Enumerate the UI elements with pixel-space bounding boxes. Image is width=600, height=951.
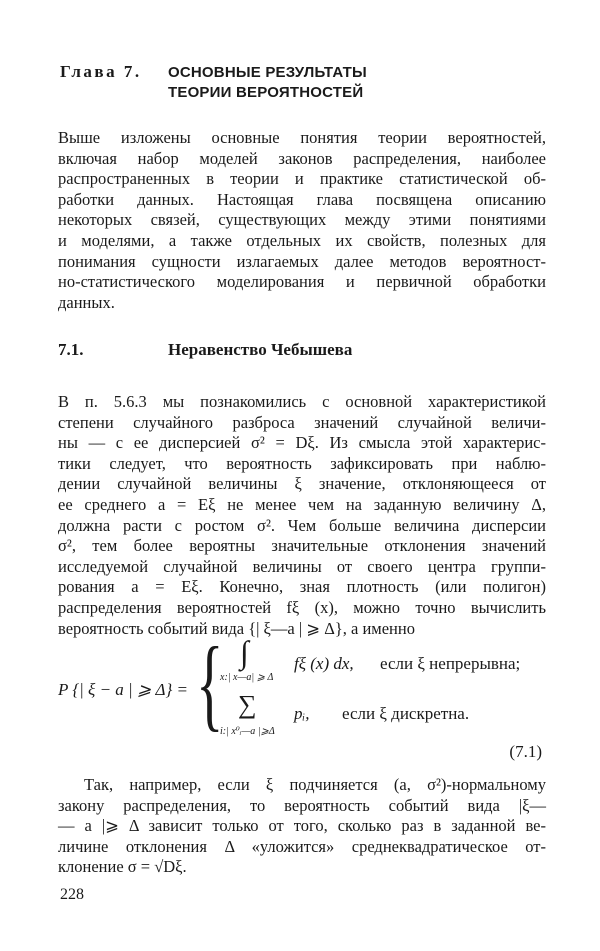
- text-line: работки данных. Настоящая глава посвящена описанию: [58, 189, 546, 209]
- text-line: и моделями, а также отдельных их свойств, полезных для: [58, 230, 546, 250]
- section-paragraph: [58, 392, 546, 639]
- formula-lhs: P {| ξ − a | ⩾ Δ} =: [58, 680, 188, 699]
- text-line: ее среднего a = Eξ не менее чем на заданную величину Δ,: [58, 494, 546, 514]
- formula-case-discrete: [220, 692, 550, 742]
- chapter-title-line1: ОСНОВНЫЕ РЕЗУЛЬТАТЫ: [168, 64, 367, 81]
- text-line: распространенных в теории и практике статистической об-: [58, 169, 546, 189]
- text-line: тики следует, что вероятность зафиксировать при наблю-: [58, 453, 546, 473]
- text-line: включая набор моделей законов распределения, наиболее: [58, 148, 546, 168]
- text-line: — a |⩾ Δ зависит только от того, сколько раз в заданной ве-: [58, 816, 546, 836]
- text-line: данных.: [58, 292, 115, 312]
- text-line: распределения вероятностей fξ (x), можно точно вычислить: [58, 597, 546, 617]
- intro-paragraph: [58, 128, 546, 313]
- summand: pᵢ,: [294, 704, 310, 723]
- text-line: σ², тем более вероятны значительные отклонения значений: [58, 536, 546, 556]
- integrand: fξ (x) dx,: [294, 654, 354, 673]
- condition-continuous: если ξ непрерывна;: [380, 654, 521, 673]
- text-line: но-статистического моделирования и первичной обработки: [58, 272, 546, 292]
- text-line: степени случайного разброса значений случайной величи-: [58, 412, 546, 432]
- text-line: закону распределения, то вероятность событий вида |ξ—: [58, 795, 546, 815]
- chapter-label: Глава 7.: [60, 62, 142, 81]
- text-line: должна расти с ростом σ². Чем больше величина дисперсии: [58, 515, 546, 535]
- sum-limits: i:| x⁰ᵢ—a |⩾Δ: [220, 726, 275, 737]
- text-line: исследуемой случайной величины от своего центра группи-: [58, 556, 546, 576]
- text-line: Выше изложены основные понятия теории вероятностей,: [58, 128, 546, 147]
- text-line: некоторых связей, существующих между этими понятиями: [58, 210, 546, 230]
- page-number: 228: [60, 886, 84, 903]
- text-line: личине отклонения Δ «уложится» среднеквадратическое от-: [58, 836, 546, 856]
- condition-discrete: если ξ дискретна.: [342, 704, 470, 723]
- text-line: понимания сущности излагаемых далее методов вероятност-: [58, 251, 546, 271]
- equation-number: (7.1): [509, 742, 542, 761]
- section-title: Неравенство Чебышева: [168, 340, 353, 359]
- formula-case-continuous: [220, 634, 550, 686]
- text-line: Так, например, если ξ подчиняется (a, σ²)-нормальному: [84, 775, 546, 794]
- section-heading: [58, 340, 538, 360]
- section-number: 7.1.: [58, 340, 84, 359]
- integral-icon: ∫: [240, 634, 249, 670]
- sum-icon: ∑: [238, 690, 257, 719]
- text-line: дении случайной величины ξ значение, отклоняющееся от: [58, 474, 546, 494]
- text-line: клонение σ = √Dξ.: [58, 857, 187, 877]
- chapter-title-line2: ТЕОРИИ ВЕРОЯТНОСТЕЙ: [168, 84, 364, 101]
- closing-paragraph: [58, 775, 546, 878]
- text-line: вероятность событий вида {| ξ—a | ⩾ Δ}, а именно: [58, 618, 415, 638]
- text-line: ны — с ее дисперсией σ² = Dξ. Из смысла этой характерис-: [58, 433, 546, 453]
- chapter-heading: [60, 62, 540, 103]
- text-line: В п. 5.6.3 мы познакомились с основной характеристикой: [58, 392, 546, 411]
- text-line: рования a = Eξ. Конечно, зная плотность (или полигон): [58, 577, 546, 597]
- integral-limits: x:| x—a| ⩾ Δ: [220, 672, 274, 683]
- left-brace-icon: {: [196, 626, 224, 741]
